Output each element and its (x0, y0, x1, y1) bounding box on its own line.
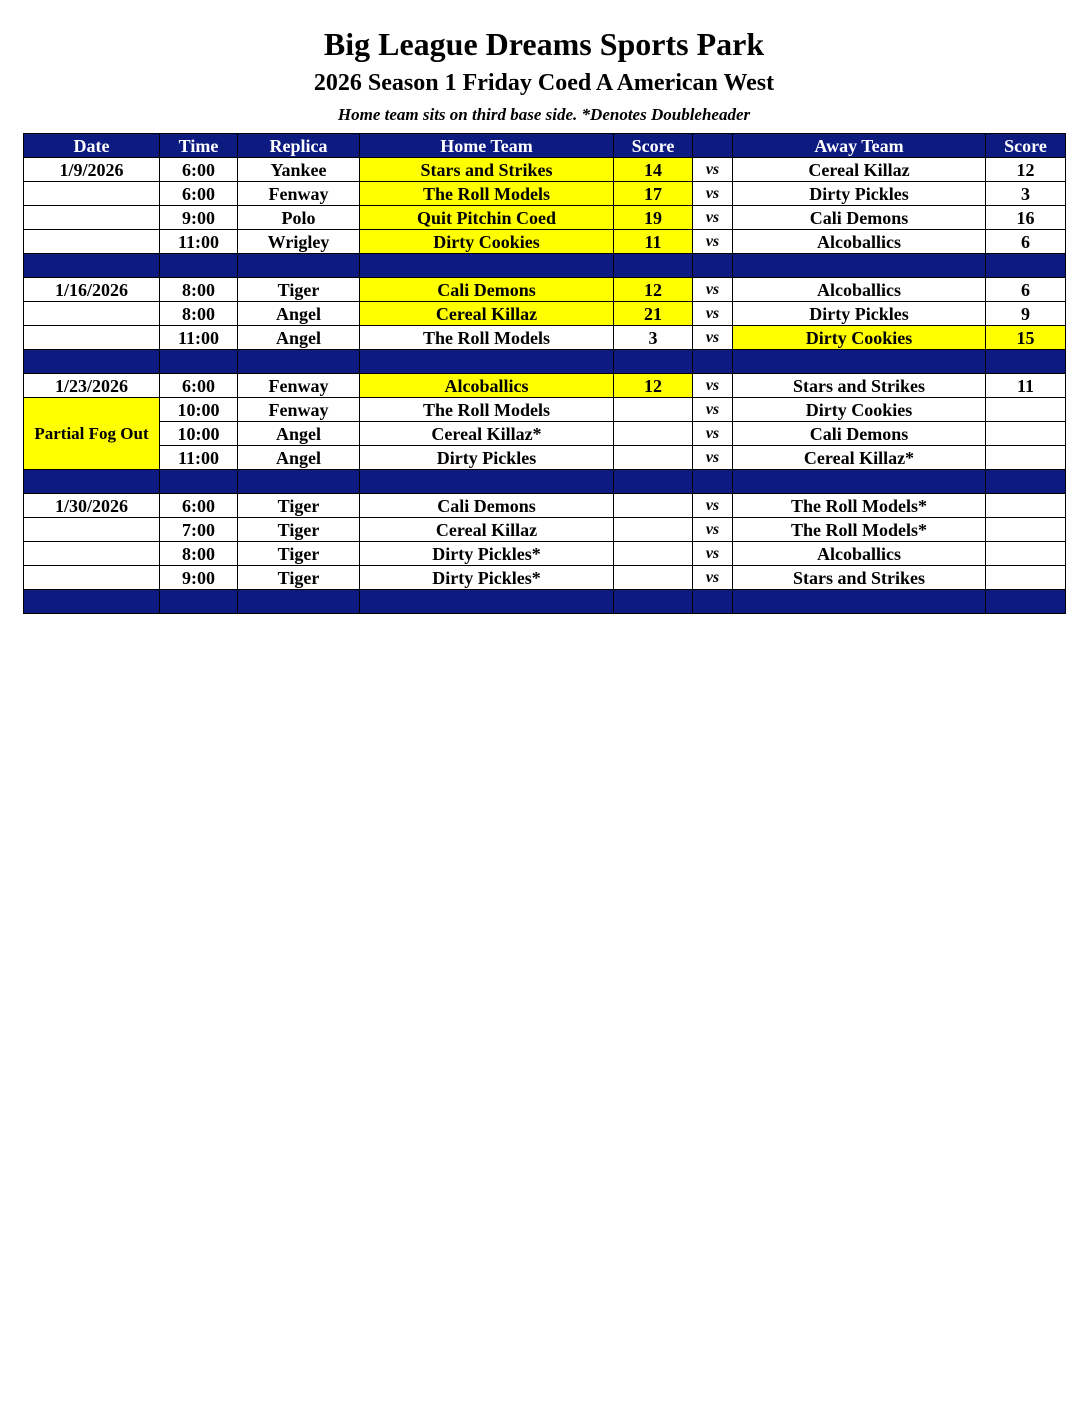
col-header-time: Time (160, 134, 238, 158)
away-score-cell (986, 398, 1066, 422)
date-cell (24, 542, 160, 566)
separator-cell (693, 254, 733, 278)
separator-cell (614, 590, 693, 614)
replica-cell: Tiger (238, 518, 360, 542)
away-team-cell: Alcoballics (733, 278, 986, 302)
away-score-cell: 12 (986, 158, 1066, 182)
table-row (24, 302, 1066, 326)
vs-cell: vs (693, 494, 733, 518)
separator-cell (733, 254, 986, 278)
vs-cell: vs (693, 278, 733, 302)
table-row (24, 494, 1066, 518)
separator-cell (24, 590, 160, 614)
away-team-cell: Stars and Strikes (733, 566, 986, 590)
time-cell: 8:00 (160, 542, 238, 566)
replica-cell: Fenway (238, 374, 360, 398)
replica-cell: Angel (238, 302, 360, 326)
date-cell: 1/30/2026 (24, 494, 160, 518)
home-score-cell: 19 (614, 206, 693, 230)
away-team-cell: Cali Demons (733, 422, 986, 446)
vs-cell: vs (693, 542, 733, 566)
vs-cell: vs (693, 446, 733, 470)
home-score-cell: 11 (614, 230, 693, 254)
fog-note: Partial Fog Out (24, 398, 160, 470)
separator-cell (24, 254, 160, 278)
home-team-cell: Cereal Killaz* (360, 422, 614, 446)
away-team-cell: Cereal Killaz* (733, 446, 986, 470)
table-row (24, 326, 1066, 350)
home-team-cell: Dirty Pickles (360, 446, 614, 470)
page-note: Home team sits on third base side. *Denotes Doubleheader (337, 105, 751, 124)
away-score-cell (986, 446, 1066, 470)
away-score-cell (986, 494, 1066, 518)
date-cell (24, 326, 160, 350)
separator-cell (986, 590, 1066, 614)
separator-cell (360, 590, 614, 614)
table-row (24, 182, 1066, 206)
time-cell: 6:00 (160, 374, 238, 398)
replica-cell: Fenway (238, 398, 360, 422)
separator-cell (238, 470, 360, 494)
time-cell: 11:00 (160, 326, 238, 350)
replica-cell: Angel (238, 326, 360, 350)
table-row (24, 398, 1066, 422)
time-cell: 6:00 (160, 158, 238, 182)
home-score-cell: 12 (614, 374, 693, 398)
date-cell (24, 182, 160, 206)
separator-cell (24, 470, 160, 494)
separator-cell (986, 470, 1066, 494)
replica-cell: Tiger (238, 566, 360, 590)
vs-cell: vs (693, 158, 733, 182)
vs-cell: vs (693, 206, 733, 230)
time-cell: 11:00 (160, 446, 238, 470)
away-team-cell: Alcoballics (733, 542, 986, 566)
date-cell (24, 230, 160, 254)
col-header-home-team: Home Team (360, 134, 614, 158)
away-score-cell (986, 542, 1066, 566)
table-row (24, 542, 1066, 566)
separator-cell (614, 470, 693, 494)
col-header-away-score: Score (986, 134, 1066, 158)
away-team-cell: Alcoballics (733, 230, 986, 254)
date-cell (24, 302, 160, 326)
week-separator-row (24, 350, 1066, 374)
separator-cell (693, 470, 733, 494)
home-score-cell (614, 518, 693, 542)
separator-cell (238, 254, 360, 278)
replica-cell: Angel (238, 422, 360, 446)
vs-cell: vs (693, 398, 733, 422)
home-score-cell (614, 542, 693, 566)
time-cell: 10:00 (160, 422, 238, 446)
date-cell: 1/23/2026 (24, 374, 160, 398)
date-cell: 1/9/2026 (24, 158, 160, 182)
separator-cell (238, 350, 360, 374)
date-cell (24, 566, 160, 590)
away-team-cell: The Roll Models* (733, 494, 986, 518)
schedule-body (24, 158, 1066, 614)
home-team-cell: Quit Pitchin Coed (360, 206, 614, 230)
time-cell: 6:00 (160, 182, 238, 206)
replica-cell: Polo (238, 206, 360, 230)
date-cell (24, 518, 160, 542)
separator-cell (733, 470, 986, 494)
col-header-replica: Replica (238, 134, 360, 158)
separator-cell (160, 590, 238, 614)
time-cell: 6:00 (160, 494, 238, 518)
home-score-cell (614, 398, 693, 422)
col-header-vs (693, 134, 733, 158)
table-row (24, 446, 1066, 470)
home-score-cell (614, 566, 693, 590)
separator-cell (160, 350, 238, 374)
home-score-cell: 14 (614, 158, 693, 182)
away-score-cell (986, 566, 1066, 590)
separator-cell (614, 350, 693, 374)
home-score-cell: 12 (614, 278, 693, 302)
separator-cell (360, 470, 614, 494)
separator-cell (986, 254, 1066, 278)
page-subtitle: 2026 Season 1 Friday Coed A American West (313, 70, 775, 96)
home-team-cell: The Roll Models (360, 182, 614, 206)
away-score-cell: 16 (986, 206, 1066, 230)
separator-cell (733, 590, 986, 614)
table-row (24, 566, 1066, 590)
time-cell: 11:00 (160, 230, 238, 254)
replica-cell: Wrigley (238, 230, 360, 254)
separator-cell (986, 350, 1066, 374)
home-team-cell: Cali Demons (360, 278, 614, 302)
away-score-cell: 9 (986, 302, 1066, 326)
separator-cell (614, 254, 693, 278)
vs-cell: vs (693, 182, 733, 206)
time-cell: 7:00 (160, 518, 238, 542)
vs-cell: vs (693, 302, 733, 326)
vs-cell: vs (693, 566, 733, 590)
home-score-cell (614, 446, 693, 470)
away-team-cell: Dirty Pickles (733, 302, 986, 326)
home-team-cell: Alcoballics (360, 374, 614, 398)
home-score-cell (614, 494, 693, 518)
home-team-cell: Cereal Killaz (360, 302, 614, 326)
home-team-cell: Stars and Strikes (360, 158, 614, 182)
time-cell: 9:00 (160, 566, 238, 590)
replica-cell: Tiger (238, 494, 360, 518)
replica-cell: Tiger (238, 278, 360, 302)
away-score-cell: 15 (986, 326, 1066, 350)
away-score-cell: 3 (986, 182, 1066, 206)
separator-cell (24, 350, 160, 374)
replica-cell: Angel (238, 446, 360, 470)
table-row (24, 278, 1066, 302)
replica-cell: Tiger (238, 542, 360, 566)
separator-cell (693, 350, 733, 374)
date-cell (24, 206, 160, 230)
home-team-cell: The Roll Models (360, 398, 614, 422)
away-score-cell (986, 422, 1066, 446)
home-team-cell: The Roll Models (360, 326, 614, 350)
separator-cell (238, 590, 360, 614)
page-title: Big League Dreams Sports Park (323, 26, 765, 62)
home-score-cell: 21 (614, 302, 693, 326)
away-score-cell: 6 (986, 278, 1066, 302)
replica-cell: Fenway (238, 182, 360, 206)
col-header-date: Date (24, 134, 160, 158)
away-score-cell: 11 (986, 374, 1066, 398)
table-row (24, 206, 1066, 230)
vs-cell: vs (693, 326, 733, 350)
week-separator-row (24, 590, 1066, 614)
separator-cell (693, 590, 733, 614)
away-team-cell: Cereal Killaz (733, 158, 986, 182)
header-row (24, 134, 1066, 158)
home-score-cell: 3 (614, 326, 693, 350)
home-team-cell: Cali Demons (360, 494, 614, 518)
time-cell: 8:00 (160, 278, 238, 302)
date-cell: 1/16/2026 (24, 278, 160, 302)
table-row (24, 422, 1066, 446)
away-team-cell: Dirty Cookies (733, 398, 986, 422)
away-team-cell: Stars and Strikes (733, 374, 986, 398)
away-score-cell: 6 (986, 230, 1066, 254)
time-cell: 9:00 (160, 206, 238, 230)
away-team-cell: Cali Demons (733, 206, 986, 230)
separator-cell (733, 350, 986, 374)
vs-cell: vs (693, 518, 733, 542)
week-separator-row (24, 254, 1066, 278)
away-score-cell (986, 518, 1066, 542)
separator-cell (160, 470, 238, 494)
time-cell: 8:00 (160, 302, 238, 326)
home-team-cell: Cereal Killaz (360, 518, 614, 542)
home-team-cell: Dirty Pickles* (360, 566, 614, 590)
replica-cell: Yankee (238, 158, 360, 182)
table-row (24, 518, 1066, 542)
home-team-cell: Dirty Cookies (360, 230, 614, 254)
home-score-cell (614, 422, 693, 446)
home-score-cell: 17 (614, 182, 693, 206)
table-row (24, 374, 1066, 398)
table-row (24, 230, 1066, 254)
week-separator-row (24, 470, 1066, 494)
vs-cell: vs (693, 230, 733, 254)
table-row (24, 158, 1066, 182)
separator-cell (360, 350, 614, 374)
away-team-cell: Dirty Pickles (733, 182, 986, 206)
col-header-home-score: Score (614, 134, 693, 158)
separator-cell (360, 254, 614, 278)
time-cell: 10:00 (160, 398, 238, 422)
away-team-cell: Dirty Cookies (733, 326, 986, 350)
col-header-away-team: Away Team (733, 134, 986, 158)
separator-cell (160, 254, 238, 278)
vs-cell: vs (693, 422, 733, 446)
home-team-cell: Dirty Pickles* (360, 542, 614, 566)
away-team-cell: The Roll Models* (733, 518, 986, 542)
vs-cell: vs (693, 374, 733, 398)
schedule-table (23, 133, 1066, 614)
